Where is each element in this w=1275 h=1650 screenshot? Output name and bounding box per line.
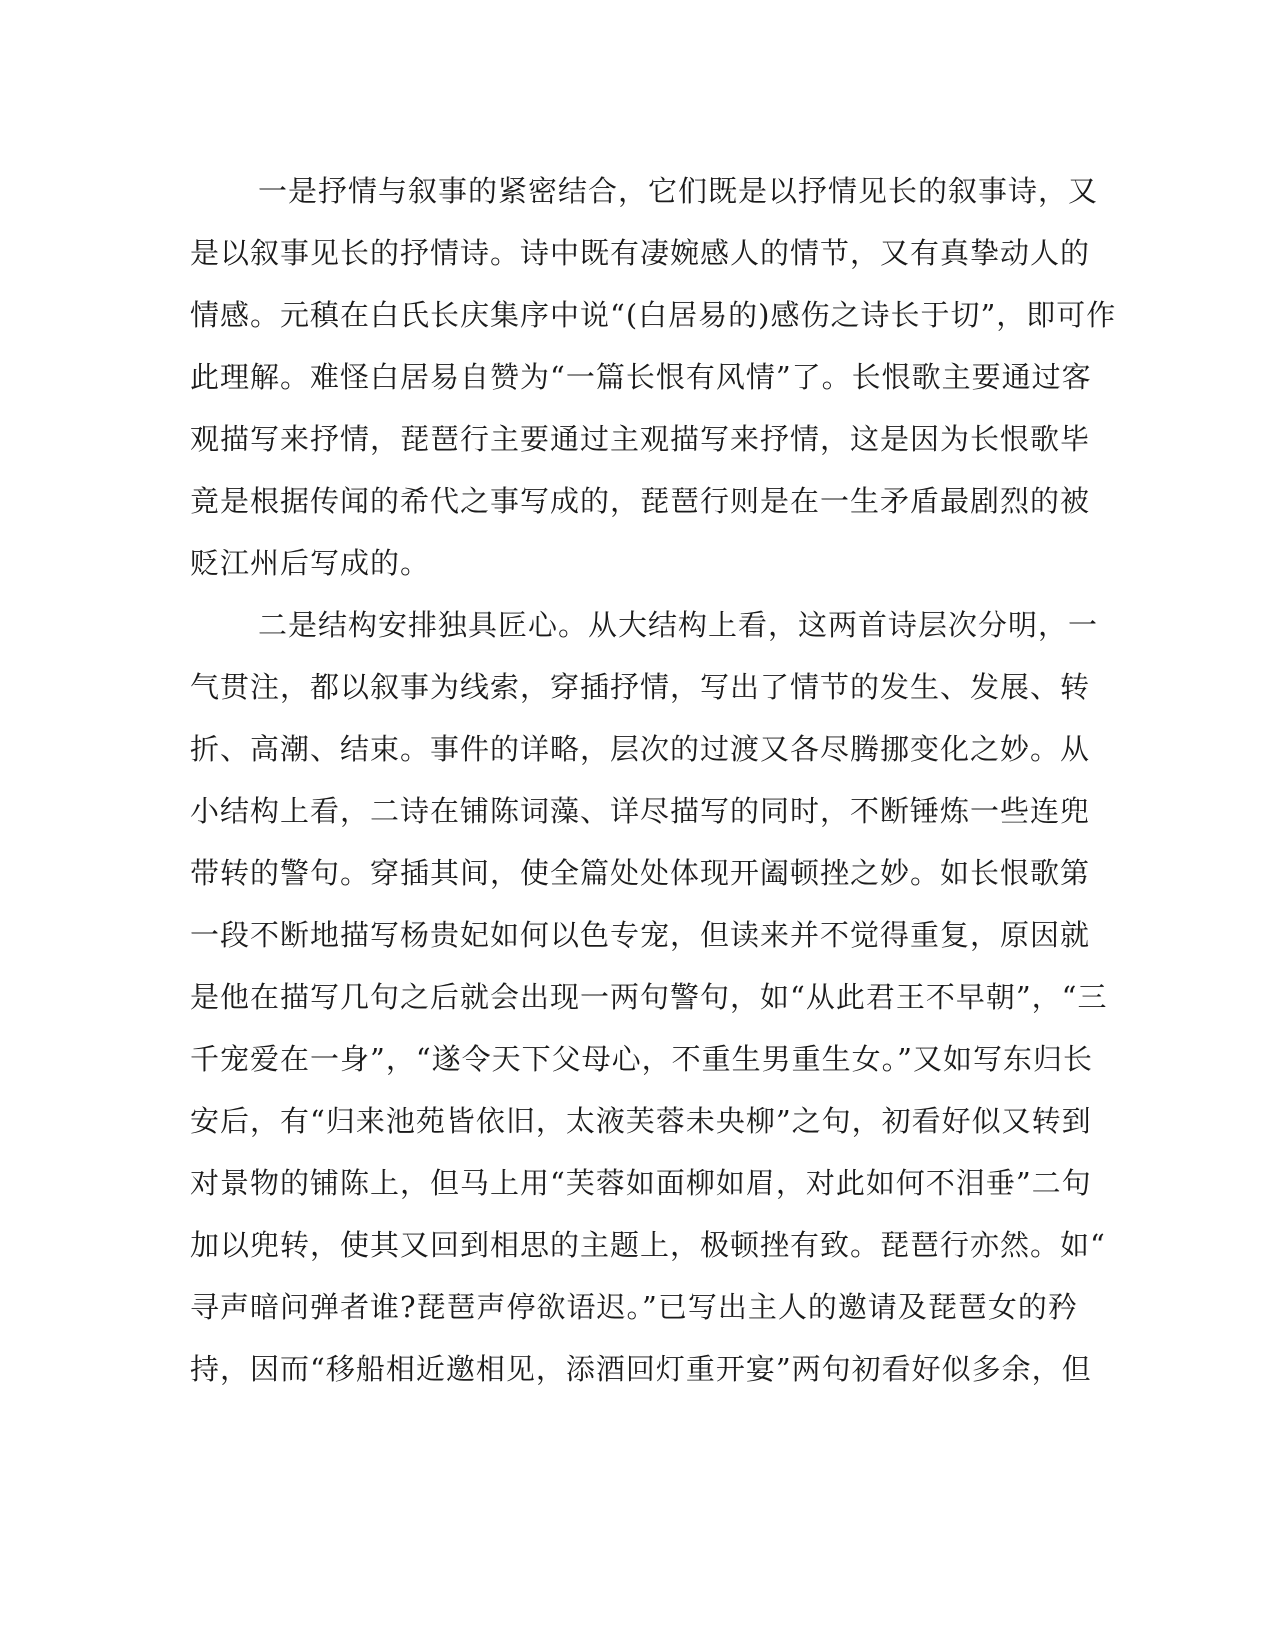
paragraph-2 [190,594,1108,1400]
text-line: 寻声暗问弹者谁?琵琶声停欲语迟。”已写出主人的邀请及琵琶女的矜 [190,1290,1078,1324]
text-line: 竟是根据传闻的希代之事写成的，琵琶行则是在一生矛盾最剧烈的被 [190,484,1091,518]
text-line: 二是结构安排独具匠心。从大结构上看，这两首诗层次分明，一 [258,608,1099,642]
text-line: 对景物的铺陈上，但马上用“芙蓉如面柳如眉，对此如何不泪垂”二句 [190,1166,1092,1200]
text-line: 是以叙事见长的抒情诗。诗中既有凄婉感人的情节，又有真挚动人的 [190,236,1091,270]
text-line: 带转的警句。穿插其间，使全篇处处体现开阖顿挫之妙。如长恨歌第 [190,856,1091,890]
body-text [190,160,1117,1400]
text-line: 千宠爱在一身”，“遂令天下父母心，不重生男重生女。”又如写东归长 [190,1042,1093,1076]
text-line: 情感。元稹在白氏长庆集序中说“(白居易的)感伤之诗长于切”，即可作 [190,298,1117,332]
text-line: 安后，有“归来池苑皆依旧，太液芙蓉未央柳”之句，初看好似又转到 [190,1104,1092,1138]
text-line: 此理解。难怪白居易自赞为“一篇长恨有风情”了。长恨歌主要通过客 [190,360,1092,394]
text-line: 折、高潮、结束。事件的详略，层次的过渡又各尽腾挪变化之妙。从 [190,732,1091,766]
text-line: 贬江州后写成的。 [190,546,431,580]
paragraph-1 [190,160,1117,594]
text-line: 观描写来抒情，琵琶行主要通过主观描写来抒情，这是因为长恨歌毕 [190,422,1091,456]
text-line: 加以兜转，使其又回到相思的主题上，极顿挫有致。琵琶行亦然。如“ [190,1228,1106,1262]
text-line: 小结构上看，二诗在铺陈词藻、详尽描写的同时，不断锤炼一些连兜 [190,794,1091,828]
text-line: 是他在描写几句之后就会出现一两句警句，如“从此君王不早朝”，“三 [190,980,1108,1014]
text-line: 一段不断地描写杨贵妃如何以色专宠，但读来并不觉得重复，原因就 [190,918,1091,952]
text-line: 气贯注，都以叙事为线索，穿插抒情，写出了情节的发生、发展、转 [190,670,1091,704]
text-line: 持，因而“移船相近邀相见，添酒回灯重开宴”两句初看好似多余，但 [190,1352,1092,1386]
text-line: 一是抒情与叙事的紧密结合，它们既是以抒情见长的叙事诗，又 [258,174,1099,208]
